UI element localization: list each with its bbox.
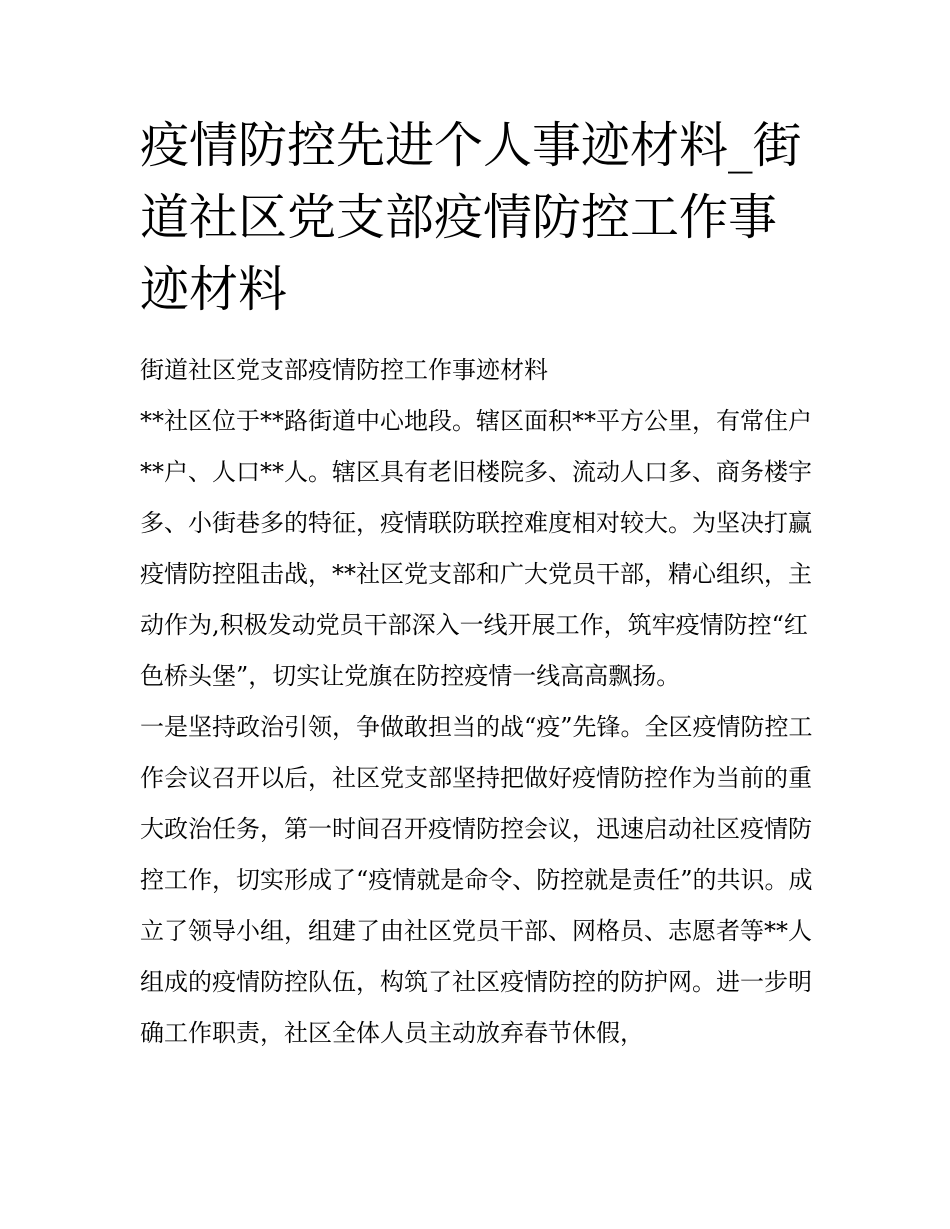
paragraph-3: 一是坚持政治引领，争做敢担当的战“疫”先锋。全区疫情防控工作会议召开以后，社区党支部坚持把做好疫情防控作为当前的重大政治任务，第一时间召开疫情防控会议，迅速启动社区疫情防控工作，切实形成了“疫情就是命令、防控就是责任”的共识。成立了领导小组，组建了由社区党员干部、网格员、志愿者等**人组成的疫情防控队伍，构筑了社区疫情防控的防护网。进一步明确工作职责，社区全体人员主动放弃春节休假，: [140, 713, 813, 1047]
document-title: 疫情防控先进个人事迹材料_街道社区党支部疫情防控工作事迹材料: [140, 117, 802, 318]
paragraph-2: 色桥头堡”，切实让党旗在防控疫情一线高高飘扬。: [140, 662, 681, 690]
document-page: [140, 110, 820, 1059]
document-subtitle: 街道社区党支部疫情防控工作事迹材料: [140, 356, 548, 384]
paragraph-1: **社区位于**路街道中心地段。辖区面积**平方公里，有常住户**户、人口**人。辖区具有老旧楼院多、流动人口多、商务楼宇多、小街巷多的特征，疫情联防联控难度相对较大。为坚决打赢疫情防控阻击战，**社区党支部和广大党员干部，精心组织，主动作为,积极发动党员干部深入一线开展工作，筑牢疫情防控“红: [140, 407, 812, 639]
